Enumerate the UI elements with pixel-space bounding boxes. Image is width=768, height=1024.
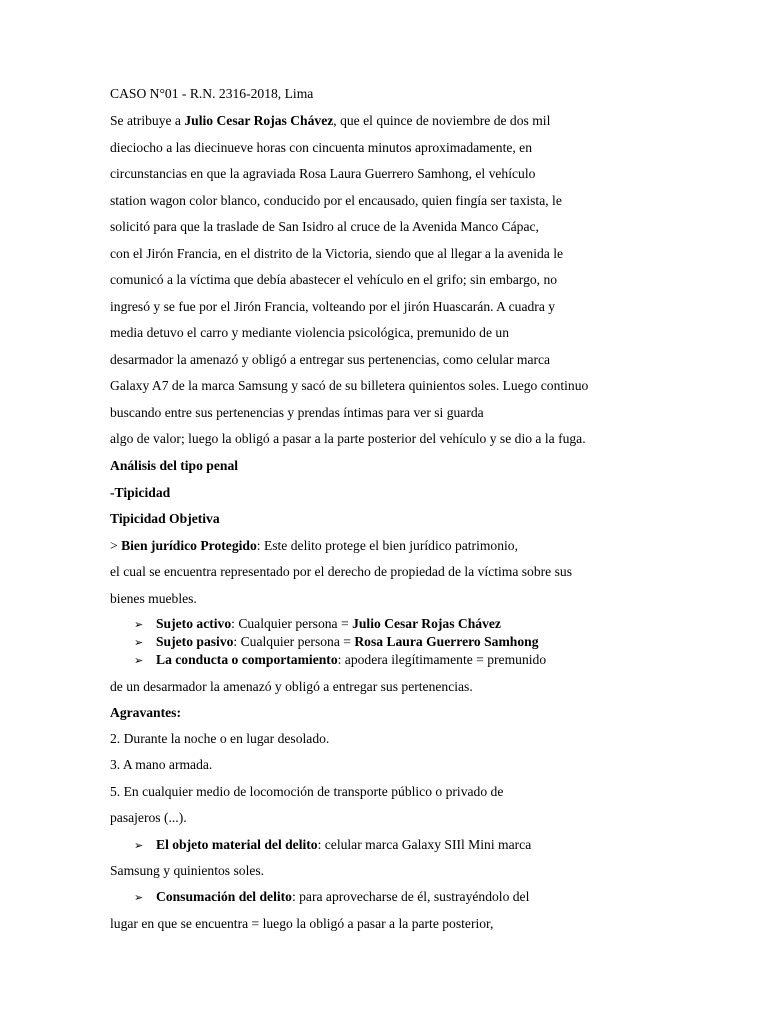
bullet-text: : Cualquier persona = <box>233 634 355 649</box>
bullet-label: La conducta o comportamiento <box>156 652 338 667</box>
bullet-text: : para aprovecharse de él, sustrayéndolo del <box>291 889 530 904</box>
paragraph-line: algo de valor; luego la obligó a pasar a la parte posterior del vehículo y se dio a la fuga. <box>110 431 586 446</box>
paragraph-line: ingresó y se fue por el Jirón Francia, volteando por el jirón Huascarán. A cuadra y <box>110 299 556 314</box>
paragraph-line: lugar en que se encuentra = luego la obligó a pasar a la parte posterior, <box>110 916 494 931</box>
agravante-item: 2. Durante la noche o en lugar desolado. <box>110 731 330 746</box>
agravante-item: 3. A mano armada. <box>110 757 213 772</box>
agravante-item: 5. En cualquier medio de locomoción de transporte público o privado de <box>110 784 504 799</box>
bullet-objeto-material <box>134 837 531 854</box>
defendant-name: Julio Cesar Rojas Chávez <box>184 113 334 128</box>
paragraph-line: comunicó a la víctima que debía abastecer el vehículo en el grifo; sin embargo, no <box>110 272 558 287</box>
heading-agravantes: Agravantes: <box>110 705 181 720</box>
paragraph-line: de un desarmador la amenazó y obligó a entregar sus pertenencias. <box>110 679 473 694</box>
paragraph-line: dieciocho a las diecinueve horas con cincuenta minutos aproximadamente, en <box>110 140 533 155</box>
arrow-bullet-icon: ➢ <box>134 636 144 649</box>
heading-tipicidad-objetiva: Tipicidad Objetiva <box>110 511 220 526</box>
bullet-label: El objeto material del delito <box>156 837 318 852</box>
arrow-bullet-icon: ➢ <box>134 618 144 631</box>
bullet-label: Sujeto activo <box>156 616 232 631</box>
paragraph-line: desarmador la amenazó y obligó a entregar sus pertenencias, como celular marca <box>110 352 551 367</box>
paragraph-line: Samsung y quinientos soles. <box>110 863 265 878</box>
case-title: CASO N°01 - R.N. 2316-2018, Lima <box>110 86 314 101</box>
bullet-text: : celular marca Galaxy SIIl Mini marca <box>317 837 532 852</box>
bullet-sujeto-pasivo <box>134 634 539 651</box>
bullet-label: Consumación del delito <box>156 889 292 904</box>
paragraph-line: el cual se encuentra representado por el derecho de propiedad de la víctima sobre sus <box>110 564 572 579</box>
heading-tipicidad: -Tipicidad <box>110 485 171 500</box>
bullet-name: Julio Cesar Rojas Chávez <box>352 616 501 631</box>
bullet-text: : Cualquier persona = <box>231 616 353 631</box>
paragraph-line: media detuvo el carro y mediante violencia psicológica, premunido de un <box>110 325 509 340</box>
bullet-conducta <box>134 652 546 669</box>
bullet-name: Rosa Laura Guerrero Samhong <box>354 634 539 649</box>
heading-analisis: Análisis del tipo penal <box>110 458 239 473</box>
paragraph-text: , que el quince de noviembre de dos mil <box>333 113 551 128</box>
bien-juridico-label: Bien jurídico Protegido <box>121 538 257 553</box>
paragraph-line: station wagon color blanco, conducido por el encausado, quien fingía ser taxista, le <box>110 193 562 208</box>
paragraph-line: bienes muebles. <box>110 591 197 606</box>
paragraph-line: circunstancias en que la agraviada Rosa Laura Guerrero Samhong, el vehículo <box>110 166 536 181</box>
bien-prefix: > <box>110 538 122 553</box>
bullet-sujeto-activo <box>134 616 501 633</box>
arrow-bullet-icon: ➢ <box>134 654 144 667</box>
bien-juridico-text: : Este delito protege el bien jurídico patrimonio, <box>256 538 519 553</box>
paragraph-line: buscando entre sus pertenencias y prendas íntimas para ver si guarda <box>110 405 484 420</box>
paragraph-line: pasajeros (...). <box>110 810 187 825</box>
paragraph-line-1 <box>110 113 550 129</box>
bullet-consumacion <box>134 889 529 906</box>
paragraph-line: Galaxy A7 de la marca Samsung y sacó de su billetera quinientos soles. Luego continuo <box>110 378 589 393</box>
paragraph-line: con el Jirón Francia, en el distrito de la Victoria, siendo que al llegar a la avenida le <box>110 246 564 261</box>
paragraph-text: Se atribuye a <box>110 113 185 128</box>
paragraph-line: solicitó para que la traslade de San Isidro al cruce de la Avenida Manco Cápac, <box>110 219 539 234</box>
arrow-bullet-icon: ➢ <box>134 891 144 904</box>
bullet-label: Sujeto pasivo <box>156 634 234 649</box>
bien-juridico-line <box>110 538 518 554</box>
arrow-bullet-icon: ➢ <box>134 839 144 852</box>
bullet-text: : apodera ilegítimamente = premunido <box>337 652 547 667</box>
